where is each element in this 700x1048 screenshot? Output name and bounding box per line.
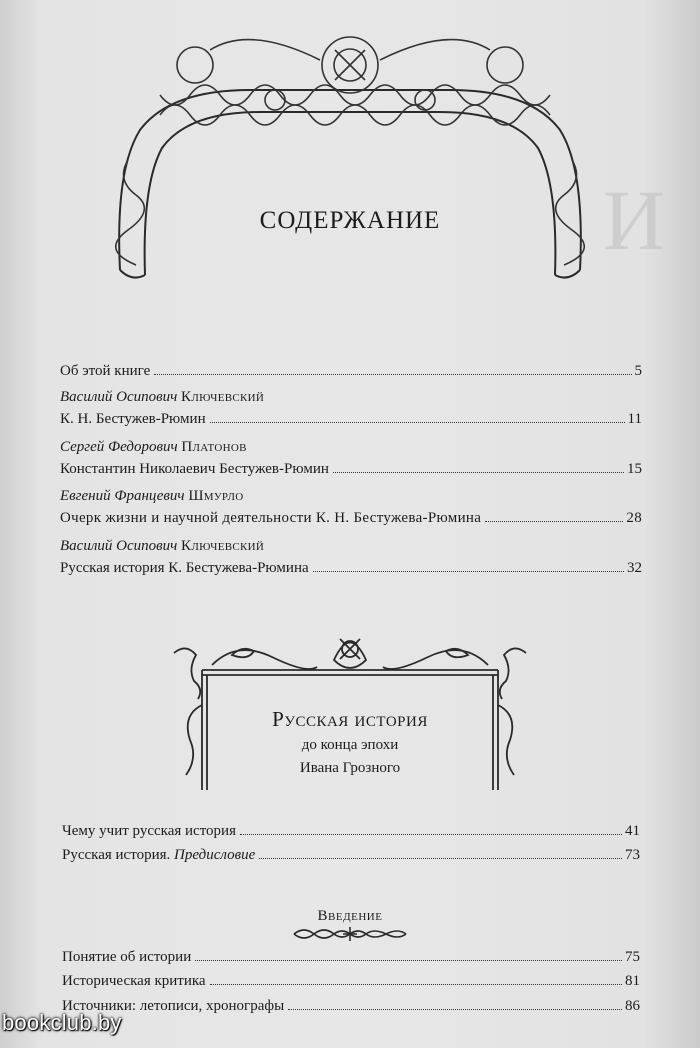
toc-entry[interactable] (62, 948, 640, 966)
leader-dots (333, 472, 624, 473)
bleed-through-initial: И (603, 172, 666, 268)
leader-dots (210, 984, 622, 985)
toc-entry-title: Чему учит русская история (62, 823, 236, 839)
toc-entry-page: 81 (625, 973, 640, 989)
toc-entry-title-italic: Предисловие (174, 847, 256, 863)
toc-entry-title: Русская история. (62, 847, 171, 863)
toc-entry-page: 32 (627, 560, 642, 576)
section-title: Русская история (272, 707, 428, 731)
toc-entry[interactable] (60, 460, 642, 478)
site-watermark: bookclub.by (2, 1010, 122, 1035)
toc-author (60, 438, 247, 456)
author-last-name: Шмурло (188, 488, 244, 504)
author-last-name: Платонов (181, 439, 247, 455)
toc-entry-title: Очерк жизни и научной деятельности К. Н. Бестужева-Рюмина (60, 510, 482, 526)
leader-dots (154, 374, 631, 375)
toc-entry[interactable] (62, 846, 640, 864)
leader-dots (195, 960, 622, 961)
author-first-name: Евгений Францевич (60, 488, 185, 504)
page-title: СОДЕРЖАНИЕ (259, 207, 441, 234)
leader-dots (259, 858, 622, 859)
section-subtitle-line1: до конца эпохи (301, 737, 399, 753)
author-last-name: Ключевский (181, 389, 265, 405)
leader-dots (288, 1009, 622, 1010)
toc-entry-title: Историческая критика (62, 973, 206, 989)
leader-dots (210, 422, 625, 423)
toc-entry-title: Константин Николаевич Бестужев-Рюмин (60, 461, 329, 477)
subsection-heading: Введение (317, 908, 383, 924)
toc-entry[interactable] (62, 972, 640, 990)
toc-entry-page: 5 (634, 363, 642, 379)
toc-entry-title: Понятие об истории (62, 949, 192, 965)
toc-entry-page: 11 (627, 411, 642, 427)
toc-entry[interactable] (62, 822, 640, 840)
toc-author (60, 487, 244, 505)
author-first-name: Сергей Федорович (60, 439, 178, 455)
toc-entry-title: К. Н. Бестужев-Рюмин (60, 411, 206, 427)
author-last-name: Ключевский (181, 538, 265, 554)
leader-dots (485, 521, 623, 522)
toc-author (60, 537, 264, 555)
toc-entry[interactable] (60, 559, 642, 577)
toc-entry-page: 41 (625, 823, 640, 839)
toc-entry[interactable] (60, 509, 642, 527)
toc-entry[interactable] (62, 997, 640, 1015)
author-first-name: Василий Осипович (60, 538, 178, 554)
toc-author (60, 388, 264, 406)
leader-dots (240, 834, 622, 835)
toc-entry-page: 15 (627, 461, 642, 477)
section-subtitle-line2: Ивана Грозного (299, 760, 401, 776)
toc-entry[interactable] (60, 410, 642, 428)
toc-entry-page: 75 (625, 949, 640, 965)
toc-entry-title: Об этой книге (60, 363, 151, 379)
toc-entry-title: Русская история К. Бестужева-Рюмина (60, 560, 309, 576)
toc-entry-page: 73 (625, 847, 640, 863)
toc-entry-title: Источники: летописи, хронографы (62, 998, 285, 1014)
leader-dots (313, 571, 624, 572)
author-first-name: Василий Осипович (60, 389, 178, 405)
toc-entry[interactable] (60, 362, 642, 380)
toc-entry-page: 28 (626, 510, 642, 526)
ornamental-divider (290, 926, 410, 942)
celtic-knot-arch-ornament (100, 20, 600, 310)
toc-entry-page: 86 (625, 998, 640, 1014)
